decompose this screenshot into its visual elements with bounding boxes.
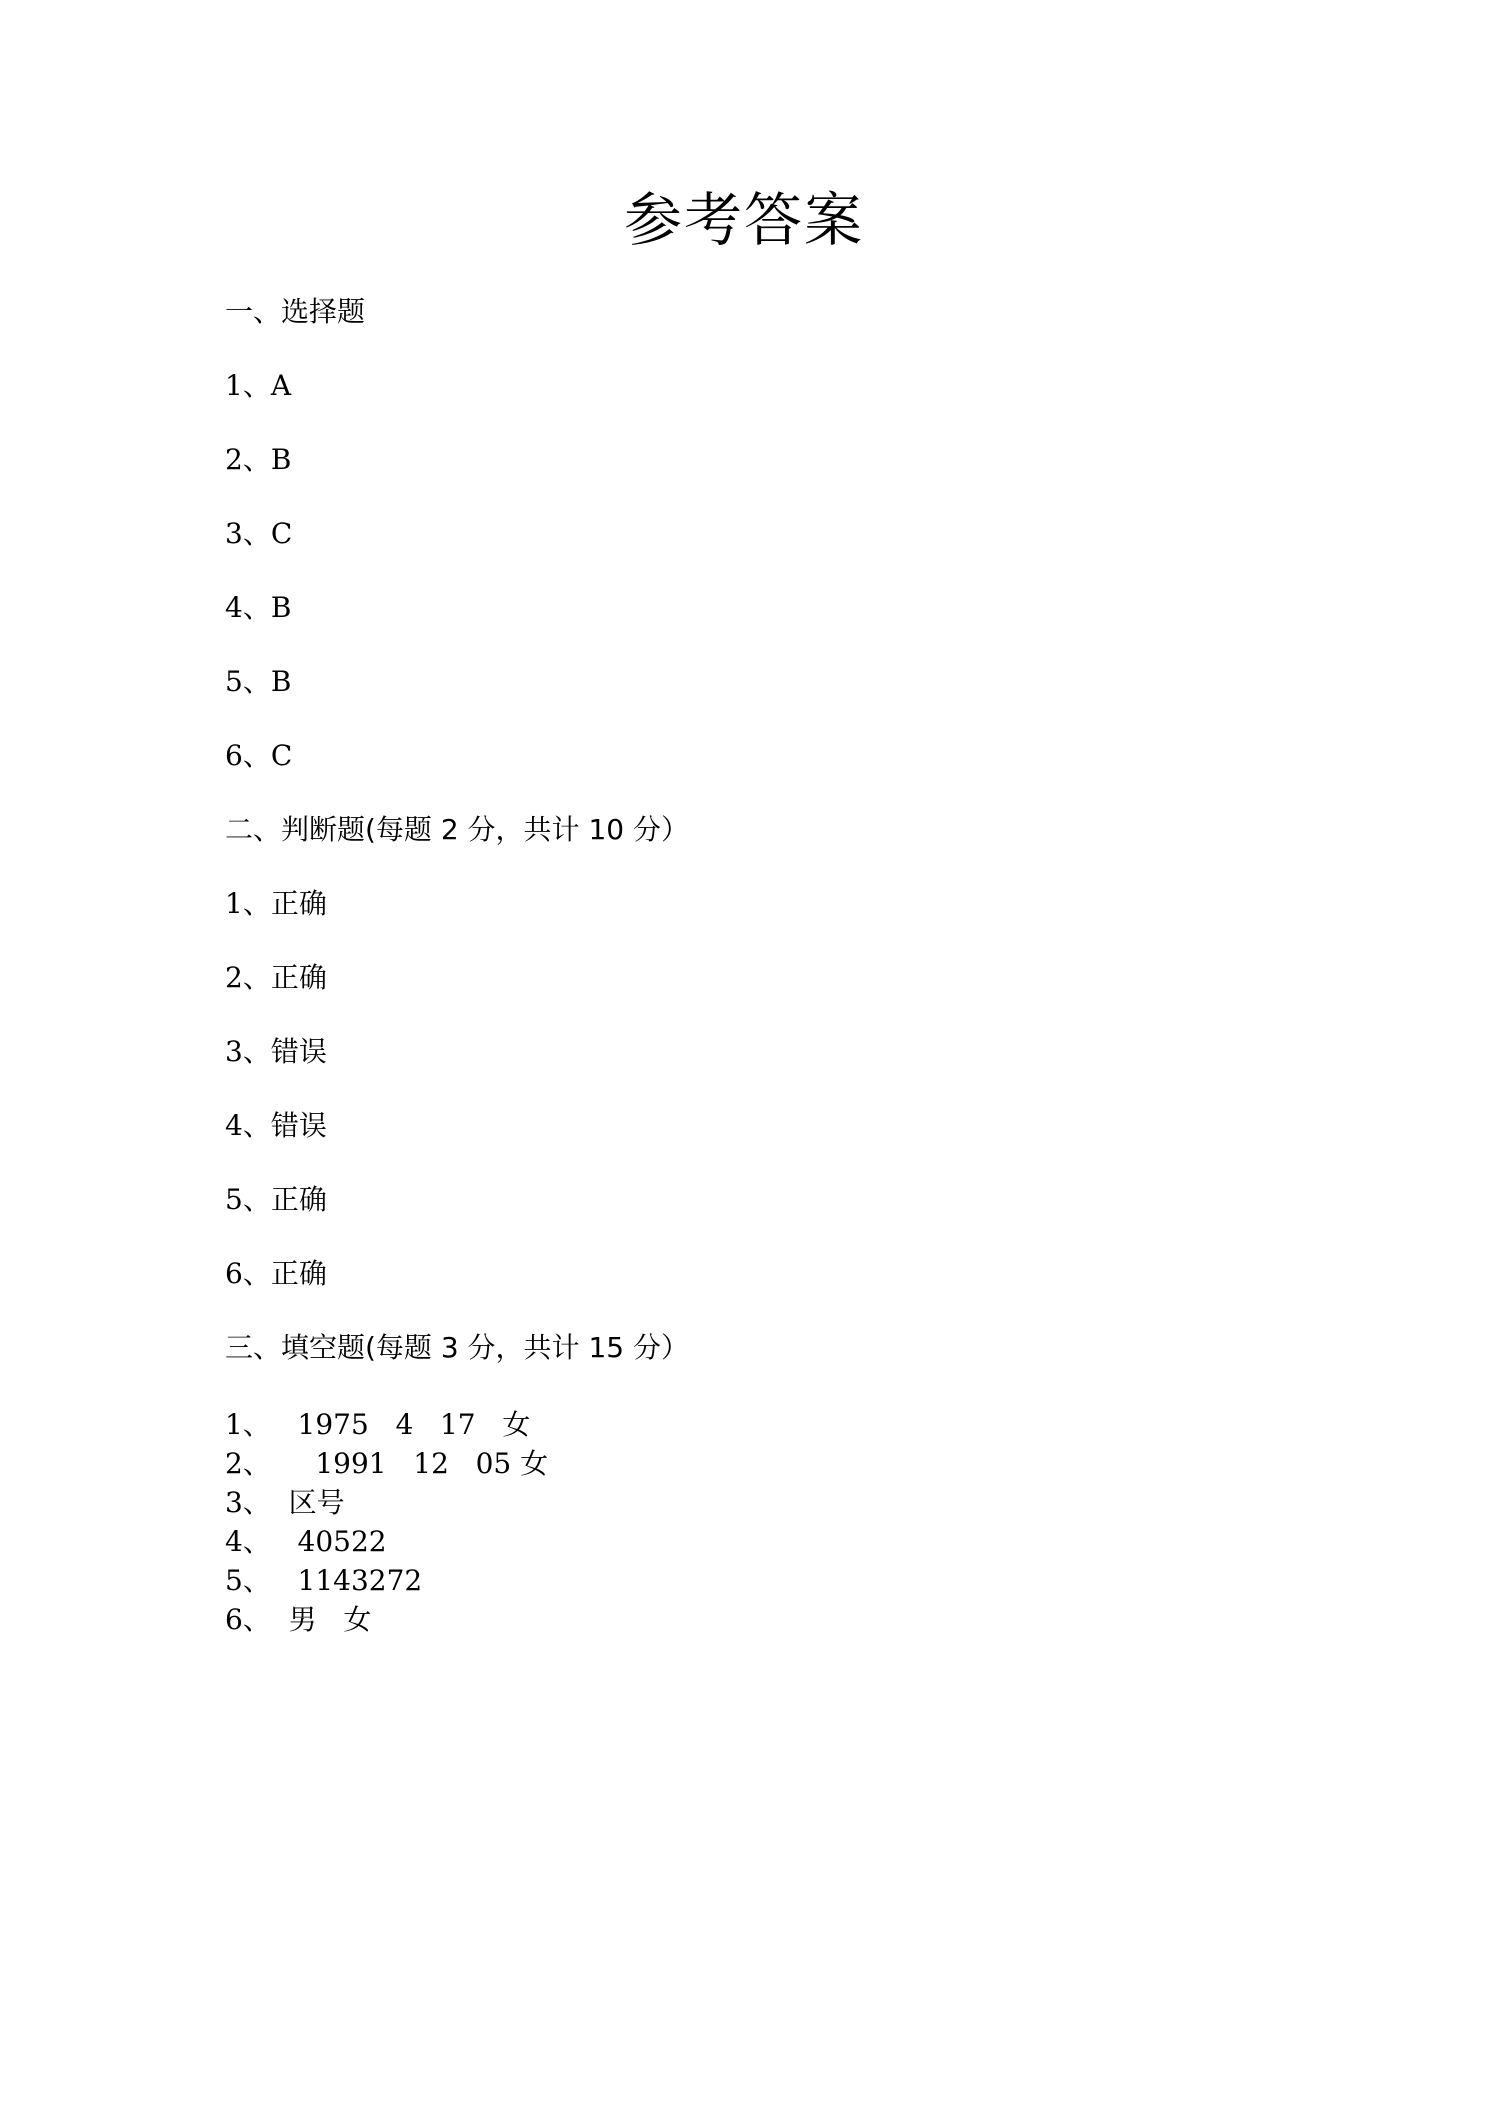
list-item: 2、B (225, 443, 292, 476)
page-title: 参考答案 (623, 186, 864, 254)
section-heading-judgment: 二、判断题(每题 2 分，共计 10 分） (225, 813, 689, 846)
list-item: 3、 区号 (225, 1486, 345, 1519)
list-item: 2、 1991 12 05 女 (225, 1447, 549, 1480)
section-heading-choice: 一、选择题 (225, 295, 366, 328)
list-item: 5、 1143272 (225, 1564, 423, 1597)
list-item: 5、B (225, 665, 292, 698)
list-item: 6、 男 女 (225, 1603, 372, 1636)
list-item: 6、C (225, 739, 293, 772)
list-item: 2、正确 (225, 961, 327, 994)
list-item: 4、 40522 (225, 1525, 387, 1558)
list-item: 1、A (225, 369, 292, 402)
list-item: 6、正确 (225, 1257, 327, 1290)
list-item: 3、C (225, 517, 293, 550)
list-item: 3、错误 (225, 1035, 327, 1068)
list-item: 5、正确 (225, 1183, 327, 1216)
list-item: 4、B (225, 591, 292, 624)
list-item: 4、错误 (225, 1109, 327, 1142)
list-item: 1、正确 (225, 887, 327, 920)
list-item: 1、 1975 4 17 女 (225, 1408, 531, 1441)
section-heading-fill-blank: 三、填空题(每题 3 分，共计 15 分） (225, 1331, 689, 1364)
